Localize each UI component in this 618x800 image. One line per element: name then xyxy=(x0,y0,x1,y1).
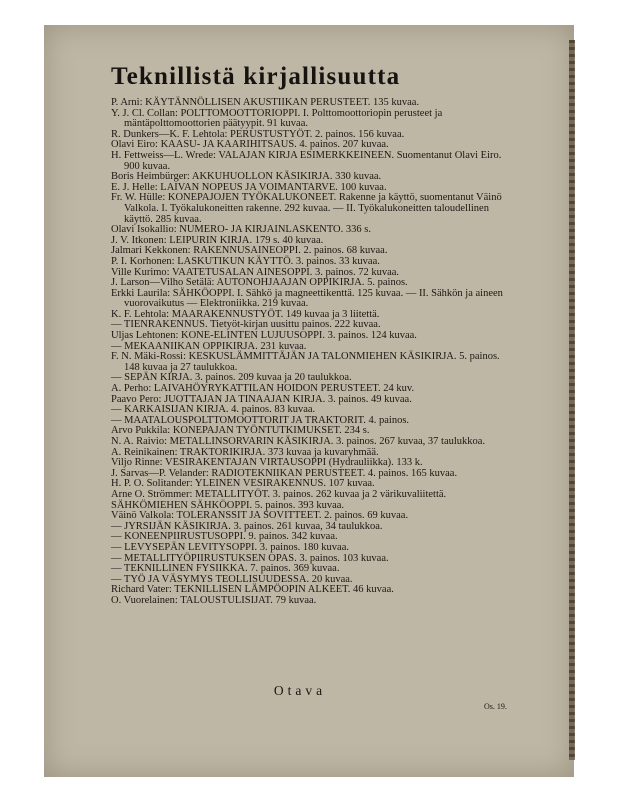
list-item: Uljas Lehtonen: KONE-ELINTEN LUJUUSOPPI. 3. painos. 124 kuvaa. xyxy=(111,330,417,342)
list-item: — LEVYSEPÄN LEVITYSOPPI. 3. painos. 180 kuvaa. xyxy=(111,541,349,553)
list-item: SÄHKÖMIEHEN SÄHKÖOPPI. 5. painos. 393 kuvaa. xyxy=(111,499,345,511)
publisher-name: Otava xyxy=(273,683,327,698)
page-title: Teknillistä kirjallisuutta xyxy=(111,63,401,90)
list-item: — METALLITYÖPIIRUSTUKSEN OPAS. 3. painos. 103 kuvaa. xyxy=(111,552,389,564)
list-item: Erkki Laurila: SÄHKÖOPPI. I. Sähkö ja magneettikenttä. 125 kuvaa. — II. Sähkön ja aineen vuorovaikutus — Elektroniikka. 219 kuvaa. xyxy=(111,287,503,310)
list-item: Fr. W. Hülle: KONEPAJOJEN TYÖKALUKONEET. Rakenne ja käyttö, suomentanut Väinö Valkola. I. Työkalukoneitten rakenne. 292 kuvaa. — II. Työkalukoneitten taloudellinen käyttö. 285 kuvaa. xyxy=(111,192,502,225)
list-item: Paavo Pero: JUOTTAJAN JA TINAAJAN KIRJA. 3. painos. 49 kuvaa. xyxy=(111,393,412,405)
list-item: P. I. Korhonen: LASKUTIKUN KÄYTTÖ. 3. painos. 33 kuvaa. xyxy=(111,255,380,267)
list-item: — TIENRAKENNUS. Tietyöt-kirjan uusittu painos. 222 kuvaa. xyxy=(111,319,381,331)
list-item: Jalmari Kekkonen: RAKENNUSAINEOPPI. 2. painos. 68 kuvaa. xyxy=(111,245,388,257)
list-item: P. Arni: KÄYTÄNNÖLLISEN AKUSTIIKAN PERUSTEET. 135 kuvaa. xyxy=(111,97,420,108)
list-item: — JYRSIJÄN KÄSIKIRJA. 3. painos. 261 kuvaa, 34 taulukkoa. xyxy=(111,520,383,532)
list-item: Y. J. Cl. Collan: POLTTOMOOTTORIOPPI. I. Polttomoottoriopin perusteet ja mäntäpolttomoottorien päätyypit. 91 kuvaa. xyxy=(111,107,443,130)
book-list xyxy=(111,98,515,607)
list-item: Olavi Isokallio: NUMERO- JA KIRJAINLASKENTO. 336 s. xyxy=(111,224,371,236)
list-item: N. A. Raivio: METALLINSORVARIN KÄSIKIRJA. 3. painos. 267 kuvaa, 37 taulukkoa. xyxy=(111,436,486,447)
list-item: H. P. O. Solitander: YLEINEN VESIRAKENNUS. 107 kuvaa. xyxy=(111,478,375,490)
list-item: R. Dunkers—K. F. Lehtola: PERUSTUSTYÖT. 2. painos. 156 kuvaa. xyxy=(111,128,405,140)
list-item: — TEKNILLINEN FYSIIKKA. 7. painos. 369 kuvaa. xyxy=(111,563,340,575)
list-item: — MEKAANIIKAN OPPIKIRJA. 231 kuvaa. xyxy=(111,340,307,352)
list-item: H. Fettweiss—L. Wrede: VALAJAN KIRJA ESIMERKKEINEEN. Suomentanut Olavi Eiro. 900 kuvaa. xyxy=(111,149,502,172)
list-item: K. F. Lehtola: MAARAKENNUSTYÖT. 149 kuvaa ja 3 liitettä. xyxy=(111,308,380,320)
list-item: Ville Kurimo: VAATETUSALAN AINESOPPI. 3. painos. 72 kuvaa. xyxy=(111,266,400,278)
list-item: — KONEENPIIRUSTUSOPPI. 9. painos. 342 kuvaa. xyxy=(111,531,338,543)
list-item: O. Vuorelainen: TALOUSTULISIJAT. 79 kuvaa. xyxy=(111,594,317,606)
list-item: F. N. Mäki-Rossi: KESKUSLÄMMITTÄJÄN JA TALONMIEHEN KÄSIKIRJA. 5. painos. 148 kuvaa ja 27 taulukkoa. xyxy=(111,351,500,373)
list-item: Väinö Valkola: TOLERANSSIT JA SOVITTEET. 2. painos. 69 kuvaa. xyxy=(111,510,409,522)
binding-edge xyxy=(569,40,575,760)
list-item: Viljo Rinne: VESIRAKENTAJAN VIRTAUSOPPI (Hydrauliikka). 133 k. xyxy=(111,457,423,469)
list-item: A. Perho: LAIVAHÖYRYKATTILAN HOIDON PERUSTEET. 24 kuv. xyxy=(111,383,415,395)
list-item: Boris Heimbürger: AKKUHUOLLON KÄSIKIRJA. 330 kuvaa. xyxy=(111,171,382,183)
list-item: Arvo Pukkila: KONEPAJAN TYÖNTUTKIMUKSET. 234 s. xyxy=(111,425,370,437)
list-item: — SEPÄN KIRJA. 3. painos. 209 kuvaa ja 20 taulukkoa. xyxy=(111,372,352,384)
list-item: Olavi Eiro: KAASU- JA KAARIHITSAUS. 4. painos. 207 kuvaa. xyxy=(111,139,389,151)
list-item: Arne O. Strömmer: METALLITYÖT. 3. painos. 262 kuvaa ja 2 värikuvaliitettä. xyxy=(111,488,447,500)
list-item: Richard Vater: TEKNILLISEN LÄMPÖOPIN ALKEET. 46 kuvaa. xyxy=(111,584,394,596)
list-item: J. V. Itkonen: LEIPURIN KIRJA. 179 s. 40 kuvaa. xyxy=(111,234,324,246)
list-item: J. Sarvas—P. Velander: RADIOTEKNIIKAN PERUSTEET. 4. painos. 165 kuvaa. xyxy=(111,467,458,479)
list-item: — KARKAISIJAN KIRJA. 4. painos. 83 kuvaa. xyxy=(111,404,316,416)
catalog-code: Os. 19. xyxy=(484,702,507,711)
list-item: — TYÖ JA VÄSYMYS TEOLLISUUDESSA. 20 kuvaa. xyxy=(111,573,353,585)
list-item: J. Larson—Vilho Setälä: AUTONOHJAAJAN OPPIKIRJA. 5. painos. xyxy=(111,277,408,289)
list-item: — MAATALOUSPOLTTOMOOTTORIT JA TRAKTORIT. 4. painos. xyxy=(111,414,410,426)
list-item: A. Reinikainen: TRAKTORIKIRJA. 373 kuvaa ja kuvaryhmää. xyxy=(111,446,379,458)
list-item: E. J. Helle: LAIVAN NOPEUS JA VOIMANTARVE. 100 kuvaa. xyxy=(111,181,387,193)
